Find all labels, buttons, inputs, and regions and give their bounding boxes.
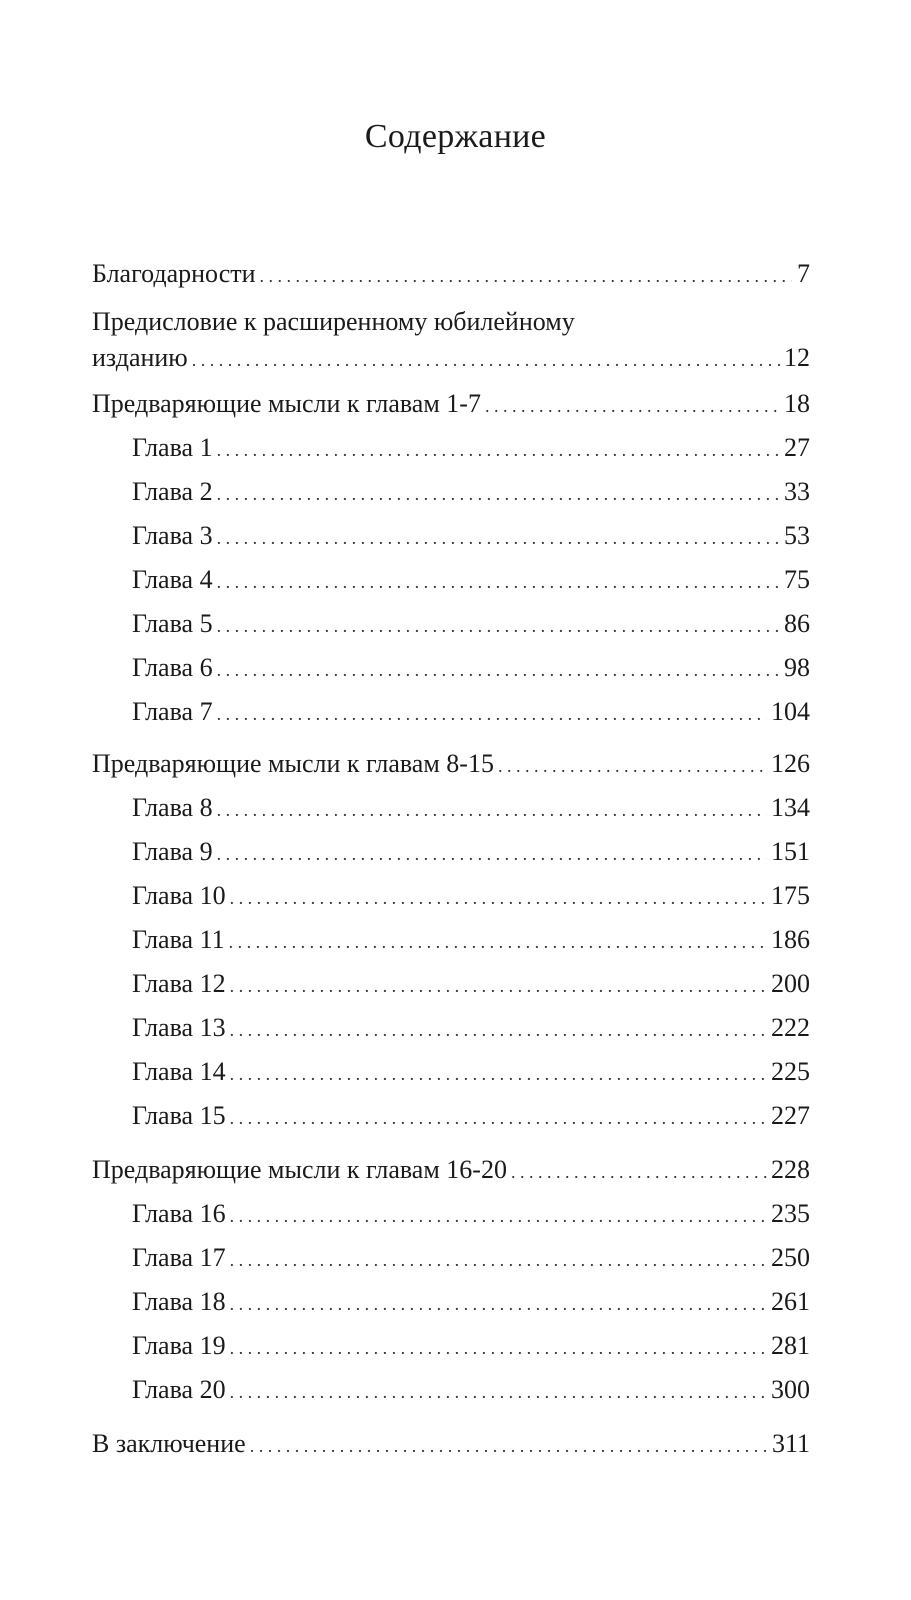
dot-leader bbox=[230, 1376, 767, 1408]
entry-label: Глава 13 bbox=[132, 1013, 226, 1042]
entry-page: 7 bbox=[797, 259, 810, 288]
dot-leader bbox=[217, 610, 780, 642]
dot-leader bbox=[217, 698, 767, 730]
dot-leader bbox=[192, 344, 780, 376]
toc-entry-chapter-1[interactable] bbox=[132, 432, 810, 464]
entry-label: изданию bbox=[92, 343, 188, 372]
entry-page: 200 bbox=[771, 969, 810, 998]
dot-leader bbox=[229, 926, 767, 958]
entry-page: 98 bbox=[784, 653, 810, 682]
entry-label: Глава 11 bbox=[132, 925, 225, 954]
entry-page: 235 bbox=[771, 1199, 810, 1228]
entry-label: Глава 20 bbox=[132, 1375, 226, 1404]
dot-leader bbox=[230, 1244, 767, 1276]
toc-entry-chapter-19[interactable] bbox=[132, 1330, 810, 1362]
dot-leader bbox=[511, 1156, 767, 1188]
entry-page: 281 bbox=[771, 1331, 810, 1360]
entry-label: Глава 12 bbox=[132, 969, 226, 998]
toc-entry-chapter-4[interactable] bbox=[132, 564, 810, 596]
dot-leader bbox=[260, 260, 792, 292]
entry-page: 27 bbox=[784, 433, 810, 462]
toc-entry-chapter-13[interactable] bbox=[132, 1012, 810, 1044]
entry-label: Глава 3 bbox=[132, 521, 213, 550]
entry-label: Глава 10 bbox=[132, 881, 226, 910]
dot-leader bbox=[217, 522, 780, 554]
entry-page: 33 bbox=[784, 477, 810, 506]
entry-page: 75 bbox=[784, 565, 810, 594]
entry-label: Глава 1 bbox=[132, 433, 213, 462]
dot-leader bbox=[217, 654, 780, 686]
toc-entry-conclusion[interactable] bbox=[92, 1428, 810, 1460]
entry-page: 311 bbox=[771, 1429, 810, 1458]
entry-page: 222 bbox=[771, 1013, 810, 1042]
toc-entry-chapter-2[interactable] bbox=[132, 476, 810, 508]
entry-label: Благодарности bbox=[92, 259, 256, 288]
dot-leader bbox=[230, 970, 767, 1002]
toc-entry-chapter-15[interactable] bbox=[132, 1100, 810, 1132]
entry-page: 175 bbox=[771, 881, 810, 910]
entry-page: 225 bbox=[771, 1057, 810, 1086]
entry-label: Глава 14 bbox=[132, 1057, 226, 1086]
toc-entry-chapter-14[interactable] bbox=[132, 1056, 810, 1088]
entry-label: Глава 15 bbox=[132, 1101, 226, 1130]
entry-page: 186 bbox=[771, 925, 810, 954]
dot-leader bbox=[230, 1102, 767, 1134]
toc-entry-chapter-7[interactable] bbox=[132, 696, 810, 728]
dot-leader bbox=[230, 1200, 767, 1232]
dot-leader bbox=[230, 1332, 767, 1364]
toc-entry-chapter-16[interactable] bbox=[132, 1198, 810, 1230]
entry-label: Глава 5 bbox=[132, 609, 213, 638]
entry-page: 261 bbox=[771, 1287, 810, 1316]
dot-leader bbox=[250, 1430, 768, 1462]
entry-page: 18 bbox=[784, 389, 810, 418]
entry-label: Глава 9 bbox=[132, 837, 213, 866]
dot-leader bbox=[498, 750, 767, 782]
entry-page: 300 bbox=[771, 1375, 810, 1404]
entry-label: Глава 19 bbox=[132, 1331, 226, 1360]
toc-entry-chapter-12[interactable] bbox=[132, 968, 810, 1000]
dot-leader bbox=[217, 838, 767, 870]
toc-entry-chapter-8[interactable] bbox=[132, 792, 810, 824]
dot-leader bbox=[217, 434, 780, 466]
entry-label: Предваряющие мысли к главам 8-15 bbox=[92, 749, 494, 778]
entry-label: В заключение bbox=[92, 1429, 246, 1458]
entry-page: 228 bbox=[771, 1155, 810, 1184]
dot-leader bbox=[230, 882, 767, 914]
entry-page: 104 bbox=[771, 697, 810, 726]
entry-label: Предваряющие мысли к главам 16-20 bbox=[92, 1155, 507, 1184]
toc-entry-chapter-10[interactable] bbox=[132, 880, 810, 912]
dot-leader bbox=[230, 1014, 767, 1046]
toc-entry-chapter-3[interactable] bbox=[132, 520, 810, 552]
page-title: Содержание bbox=[364, 118, 547, 155]
toc-entry-part1[interactable] bbox=[92, 388, 810, 420]
toc-entry-chapter-20[interactable] bbox=[132, 1374, 810, 1406]
toc-entry-chapter-11[interactable] bbox=[132, 924, 810, 956]
dot-leader bbox=[485, 390, 780, 422]
entry-page: 250 bbox=[771, 1243, 810, 1272]
dot-leader bbox=[217, 478, 780, 510]
entry-label: Глава 17 bbox=[132, 1243, 226, 1272]
toc-entry-preface-line1[interactable]: Предисловие к расширенному юбилейному bbox=[92, 307, 575, 336]
toc-entry-chapter-9[interactable] bbox=[132, 836, 810, 868]
entry-page: 53 bbox=[784, 521, 810, 550]
entry-page: 151 bbox=[771, 837, 810, 866]
toc-entry-acknowledgements[interactable] bbox=[92, 258, 810, 290]
entry-page: 134 bbox=[771, 793, 810, 822]
entry-label: Глава 18 bbox=[132, 1287, 226, 1316]
toc-entry-chapter-18[interactable] bbox=[132, 1286, 810, 1318]
toc-entry-preface[interactable] bbox=[92, 342, 810, 374]
entry-page: 12 bbox=[784, 343, 810, 372]
entry-label: Глава 6 bbox=[132, 653, 213, 682]
toc-entry-chapter-5[interactable] bbox=[132, 608, 810, 640]
entry-label: Глава 2 bbox=[132, 477, 213, 506]
dot-leader bbox=[230, 1058, 767, 1090]
dot-leader bbox=[230, 1288, 767, 1320]
entry-page: 126 bbox=[771, 749, 810, 778]
entry-label: Глава 8 bbox=[132, 793, 213, 822]
dot-leader bbox=[217, 566, 780, 598]
dot-leader bbox=[217, 794, 767, 826]
toc-entry-chapter-6[interactable] bbox=[132, 652, 810, 684]
entry-label: Глава 4 bbox=[132, 565, 213, 594]
toc-entry-part3[interactable] bbox=[92, 1154, 810, 1186]
entry-label: Глава 16 bbox=[132, 1199, 226, 1228]
entry-label: Предваряющие мысли к главам 1-7 bbox=[92, 389, 481, 418]
entry-page: 227 bbox=[771, 1101, 810, 1130]
toc-entry-chapter-17[interactable] bbox=[132, 1242, 810, 1274]
entry-page: 86 bbox=[784, 609, 810, 638]
entry-label: Глава 7 bbox=[132, 697, 213, 726]
toc-entry-part2[interactable] bbox=[92, 748, 810, 780]
